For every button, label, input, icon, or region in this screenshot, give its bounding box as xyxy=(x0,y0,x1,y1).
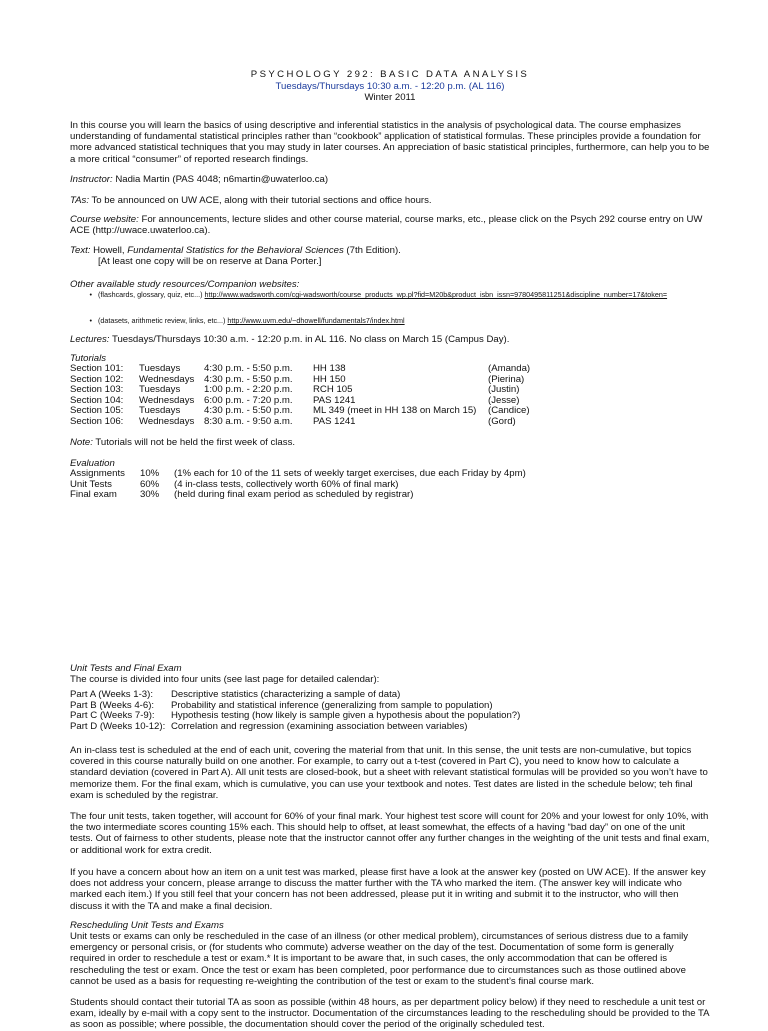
tutorial-row-section: Section 105: xyxy=(70,405,124,417)
intro-paragraph: In this course you will learn the basics of using descriptive and inferential statistics in the analysis of psychological data. The course emphasizes understanding of fundamental statistical principles rather than “cookbook” application of statistical formulas. These principles provide a foundation for more advanced statistical techniques that you may study in later courses. An appreciation of basic statistical principles, furthermore, can help you to be a more critical “consumer” of reported research findings. xyxy=(70,120,710,165)
tutorial-row-section: Section 106: xyxy=(70,415,124,427)
evaluation-row-item: Assignments xyxy=(70,468,125,479)
tutorial-row-room: PAS 1241 xyxy=(313,415,356,427)
bullet-icon: • xyxy=(89,316,92,325)
tutorial-row-section: Section 102: xyxy=(70,373,124,385)
unit-part-row-part: Part B (Weeks 4-6): xyxy=(70,699,155,711)
instructor-value: Nadia Martin (PAS 4048; n6martin@uwaterloo.ca) xyxy=(112,174,329,185)
resources-heading: Other available study resources/Companion websites: xyxy=(70,279,300,290)
tutorial-row-ta: (Pierina) xyxy=(488,373,525,385)
resource-item xyxy=(70,317,710,326)
tutorial-row-room: HH 138 xyxy=(313,363,346,374)
tutorial-row-section: Section 103: xyxy=(70,384,124,396)
text-prefix: Howell, xyxy=(90,245,128,256)
tutorial-row-day: Wednesdays xyxy=(139,415,195,427)
tutorial-row-section: Section 104: xyxy=(70,394,124,406)
tutorial-row-section: Section 101: xyxy=(70,363,124,374)
instructor-line xyxy=(70,174,710,185)
course-schedule: Tuesdays/Thursdays 10:30 a.m. - 12:20 p.m. (AL 116) xyxy=(275,81,505,92)
unit-paragraph-3: If you have a concern about how an item on a unit test was marked, please first have a look at the answer key (posted on UW ACE). If the answer key does not address your concern, please arrange to discuss the matter further with the TA who marked the item. (The answer key will indicate who marked each item.) If you still feel that your concern has not been addressed, please put it in writing and submit it to the instructor, who will then discuss it with the TA and make a final decision. xyxy=(70,867,706,912)
unit-intro: The course is divided into four units (see last page for detailed calendar): xyxy=(70,674,380,685)
text-suffix: (7th Edition). xyxy=(343,245,401,256)
website-value: For announcements, lecture slides and other course material, course marks, etc., please click on the Psych 292 course entry on UW ACE (http://uwace.uwaterloo.ca). xyxy=(70,214,703,237)
tutorial-row-ta: (Jesse) xyxy=(488,394,520,406)
tutorial-row-time: 1:00 p.m. - 2:20 p.m. xyxy=(204,384,293,396)
text-label: Text: xyxy=(70,245,91,256)
unit-part-row-desc: Correlation and regression (examining association between variables) xyxy=(171,720,468,732)
reschedule-paragraph-2: Students should contact their tutorial TA as soon as possible (within 48 hours, as per department policy below) if they need to reschedule a unit test or exam, ideally by e-mail with a copy sent to the instructor. Documentation of the circumstances leading to the rescheduling should be provided to the TA as soon as possible; where possible, the documentation should cover the period of the originally scheduled test. xyxy=(70,997,710,1031)
resource-item xyxy=(70,291,710,300)
tutorial-row-room: HH 150 xyxy=(313,373,346,385)
evaluation-row xyxy=(70,490,710,501)
evaluation-row-item: Final exam xyxy=(70,489,117,501)
unit-part-row-part: Part A (Weeks 1-3): xyxy=(70,689,153,700)
tutorial-row-room: PAS 1241 xyxy=(313,394,356,406)
website-line xyxy=(70,214,710,236)
course-title: PSYCHOLOGY 292: BASIC DATA ANALYSIS xyxy=(250,69,530,80)
bullet-icon: • xyxy=(89,290,92,299)
unit-part-row-desc: Hypothesis testing (how likely is sample given a hypothesis about the population?) xyxy=(171,710,521,722)
tutorials-note xyxy=(70,437,710,448)
instructor-label: Instructor: xyxy=(70,174,113,185)
unit-paragraph-2: The four unit tests, taken together, will account for 60% of your final mark. Your highest test score will count for 20% and your lowest for only 10%, with the two intermediate scores counting 15% each. This should help to offset, at least somewhat, the effects of a having “bad day” on one of the unit tests. Out of fairness to other students, please note that the instructor cannot offer any further changes in the weighting of the unit tests and final exam, or additional work for extra credit. xyxy=(70,811,710,856)
tutorial-row-day: Tuesdays xyxy=(139,363,181,374)
unit-heading: Unit Tests and Final Exam xyxy=(70,663,182,674)
reschedule-heading: Rescheduling Unit Tests and Exams xyxy=(70,920,224,931)
unit-part-row-part: Part D (Weeks 10-12): xyxy=(70,720,166,732)
evaluation-row-weight: 30% xyxy=(140,489,160,501)
tutorial-row-time: 6:00 p.m. - 7:20 p.m. xyxy=(204,394,293,406)
tutorial-row-ta: (Justin) xyxy=(488,384,520,396)
text-book-title: Fundamental Statistics for the Behavioral Sciences xyxy=(127,245,344,256)
unit-paragraph-1: An in-class test is scheduled at the end of each unit, covering the material from that unit. In this sense, the unit tests are non-cumulative, but topics covered in this course naturally build on one another. For example, to carry out a t-test (covered in Part C), you need to know how to calculate a standard deviation (covered in Part A). All unit tests are closed-book, but a sheet with relevant statistical formulas will be provided so you won’t have to memorize them. For the final exam, which is cumulative, you can use your textbook and notes. Test dates are listed in the schedule below; teh final exam is scheduled by the registrar. xyxy=(70,745,708,801)
tas-line xyxy=(70,195,710,206)
lectures-value: Tuesdays/Thursdays 10:30 a.m. - 12:20 p.m. in AL 116. No class on March 15 (Campus Day). xyxy=(109,334,510,345)
note-label: Note: xyxy=(70,437,93,448)
tas-value: To be announced on UW ACE, along with their tutorial sections and office hours. xyxy=(89,195,432,206)
course-term: Winter 2011 xyxy=(364,92,416,103)
evaluation-row xyxy=(70,469,710,480)
unit-part-row xyxy=(70,722,710,733)
resource-desc: (flashcards, glossary, quiz, etc...) xyxy=(98,290,205,299)
tutorial-row-ta: (Candice) xyxy=(488,405,530,417)
unit-part-row-desc: Probability and statistical inference (generalizing from sample to population) xyxy=(171,699,493,711)
evaluation-heading: Evaluation xyxy=(70,458,115,469)
unit-parts-table xyxy=(70,690,710,732)
tutorial-row-room: RCH 105 xyxy=(313,384,353,396)
tutorial-row-room: ML 349 (meet in HH 138 on March 15) xyxy=(313,405,477,417)
tutorial-row xyxy=(70,417,710,428)
website-label: Course website: xyxy=(70,214,139,225)
tutorials-heading: Tutorials xyxy=(70,353,107,364)
text-line xyxy=(70,245,710,256)
unit-part-row-part: Part C (Weeks 7-9): xyxy=(70,710,155,722)
text-reserve-note: [At least one copy will be on reserve at Dana Porter.] xyxy=(98,256,322,267)
resource-link[interactable]: http://www.wadsworth.com/cgi-wadsworth/course_products_wp.pl?fid=M20b&product_isbn_issn=9780495811251&discipline_number=17&token= xyxy=(204,290,668,299)
reschedule-paragraph-1: Unit tests or exams can only be rescheduled in the case of an illness (or other medical problem), circumstances of serious distress due to a family emergency or personal crisis, or (for students who commute) adverse weather on the day of the test. Documentation of some form is generally required in order to reschedule a test or exam.* It is important to be aware that, in such cases, the only accommodation that can be offered is rescheduling the test or exam. Once the test or exam has been completed, poor performance due to circumstances such as those outlined above cannot be used as a basis for requesting re-weighting the contribution of the test or exam to the student’s final course mark. xyxy=(70,931,689,987)
note-text: Tutorials will not be held the first week of class. xyxy=(92,437,296,448)
unit-part-row xyxy=(70,690,710,701)
evaluation-table xyxy=(70,469,710,501)
lectures-line xyxy=(70,334,710,345)
tutorials-table xyxy=(70,364,710,428)
tutorial-row-day: Wednesdays xyxy=(139,394,195,406)
resource-link[interactable]: http://www.uvm.edu/~dhowell/fundamentals7/index.html xyxy=(227,316,405,325)
tutorial-row-ta: (Amanda) xyxy=(488,363,531,374)
tas-label: TAs: xyxy=(70,195,90,206)
unit-part-row-desc: Descriptive statistics (characterizing a sample of data) xyxy=(171,689,401,700)
evaluation-row-item: Unit Tests xyxy=(70,478,112,490)
tutorial-row-ta: (Gord) xyxy=(488,415,516,427)
tutorial-row-day: Tuesdays xyxy=(139,405,181,417)
evaluation-row-desc: (4 in-class tests, collectively worth 60% of final mark) xyxy=(174,478,399,490)
evaluation-row-desc: (held during final exam period as scheduled by registrar) xyxy=(174,489,414,501)
lectures-label: Lectures: xyxy=(70,334,110,345)
tutorial-row-time: 4:30 p.m. - 5:50 p.m. xyxy=(204,405,293,417)
tutorial-row-day: Tuesdays xyxy=(139,384,181,396)
tutorial-row-time: 8:30 a.m. - 9:50 a.m. xyxy=(204,415,293,427)
tutorial-row-day: Wednesdays xyxy=(139,373,195,385)
tutorial-row xyxy=(70,364,710,375)
tutorial-row-time: 4:30 p.m. - 5:50 p.m. xyxy=(204,363,293,374)
evaluation-row-weight: 60% xyxy=(140,478,160,490)
evaluation-row-weight: 10% xyxy=(140,468,160,479)
evaluation-row-desc: (1% each for 10 of the 11 sets of weekly target exercises, due each Friday by 4pm) xyxy=(174,468,526,479)
tutorial-row-time: 4:30 p.m. - 5:50 p.m. xyxy=(204,373,293,385)
resource-desc: (datasets, arithmetic review, links, etc...) xyxy=(98,316,228,325)
